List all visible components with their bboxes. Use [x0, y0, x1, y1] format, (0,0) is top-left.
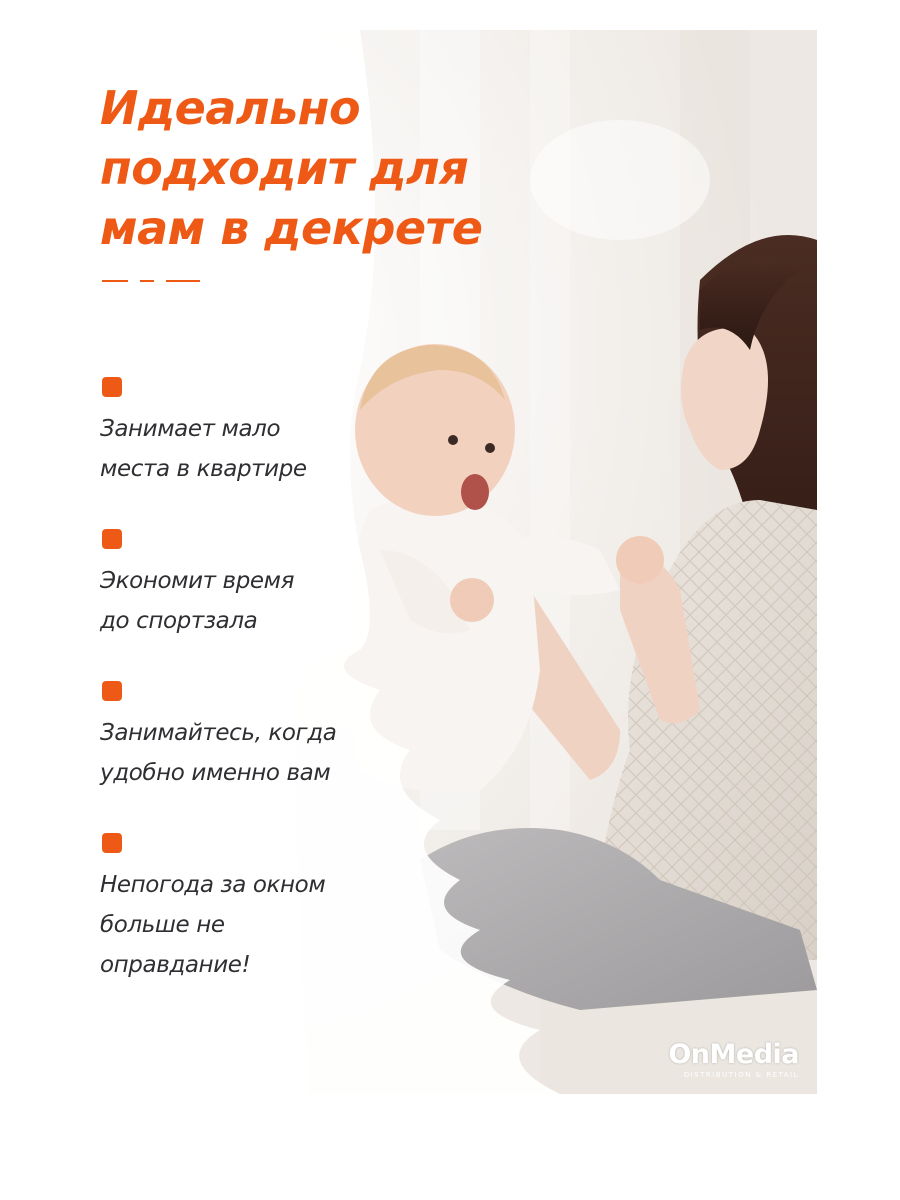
benefit-line: Занимайтесь, когда — [100, 720, 337, 746]
bullet-square-icon — [102, 833, 122, 853]
benefit-line: до спортзала — [100, 608, 258, 634]
headline-line-2: подходит для — [100, 141, 469, 195]
logo-tagline: DISTRIBUTION & RETAIL — [683, 1071, 799, 1079]
benefit-item — [100, 681, 420, 793]
benefit-text — [100, 409, 420, 489]
benefit-item — [100, 833, 420, 985]
benefit-line: места в квартире — [100, 456, 307, 482]
benefit-line: больше не — [100, 912, 225, 938]
benefit-text — [100, 713, 420, 793]
benefit-line: Непогода за окном — [100, 872, 326, 898]
benefit-item — [100, 529, 420, 641]
benefit-line: Экономит время — [100, 568, 295, 594]
bullet-square-icon — [102, 529, 122, 549]
headline — [100, 78, 560, 258]
headline-line-1: Идеально — [100, 81, 361, 135]
benefit-line: оправдание! — [100, 952, 251, 978]
benefit-line: удобно именно вам — [100, 760, 331, 786]
bullet-square-icon — [102, 681, 122, 701]
logo-name: OnMedia — [668, 1039, 799, 1070]
headline-line-3: мам в декрете — [100, 201, 483, 255]
dashed-divider — [102, 280, 202, 286]
benefit-item — [100, 377, 420, 489]
promo-poster — [60, 30, 817, 1094]
bullet-square-icon — [102, 377, 122, 397]
benefit-text — [100, 865, 420, 985]
onmedia-logo — [668, 1040, 799, 1080]
benefit-text — [100, 561, 420, 641]
benefit-line: Занимает мало — [100, 416, 281, 442]
